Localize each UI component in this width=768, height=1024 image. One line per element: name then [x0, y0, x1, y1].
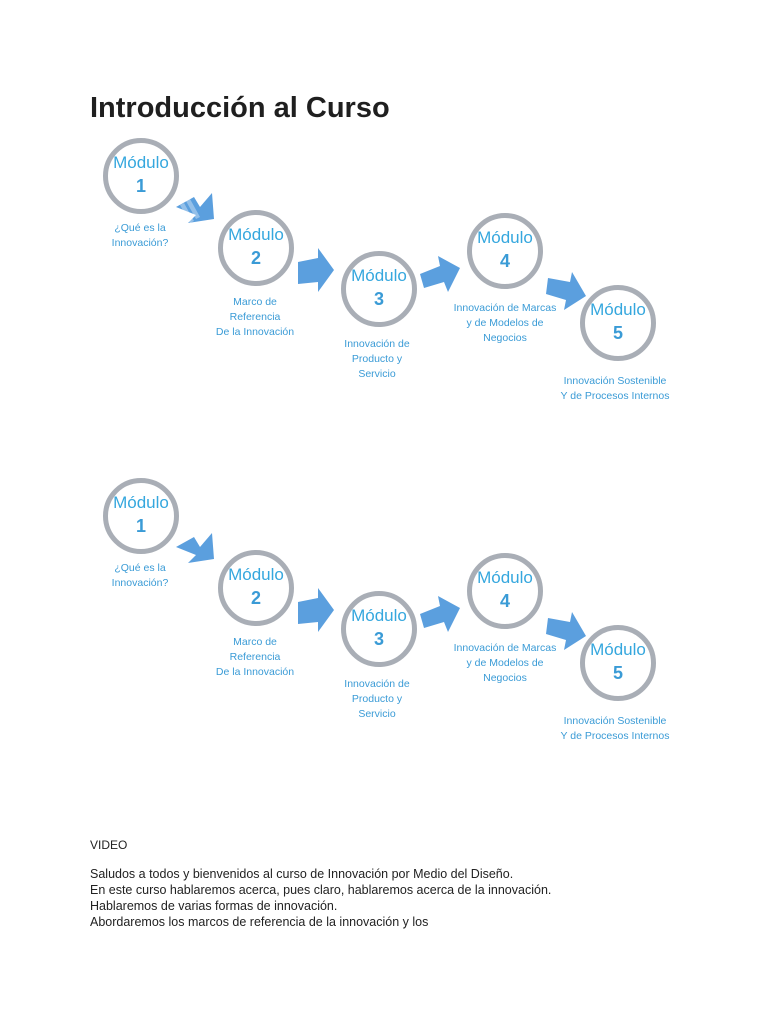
- transcript-text: [90, 866, 690, 930]
- module-number: 4: [499, 251, 510, 271]
- module-word: Módulo: [113, 153, 169, 172]
- module-number: 5: [612, 323, 623, 343]
- module-1-circle: [103, 138, 179, 214]
- module-3-circle: [341, 251, 417, 327]
- module-number: 5: [612, 663, 623, 683]
- module-word: Módulo: [351, 266, 407, 285]
- module-word: Módulo: [590, 640, 646, 659]
- arrow-icon: [298, 248, 334, 292]
- module-3-circle: [341, 591, 417, 667]
- transcript-line: Hablaremos de varias formas de innovación.: [90, 899, 338, 913]
- module-number: 1: [135, 516, 146, 536]
- module-word: Módulo: [590, 300, 646, 319]
- module-2-circle: [218, 550, 294, 626]
- module-flow-diagram: [0, 0, 768, 402]
- module-flow-diagram-repeat: [0, 340, 768, 742]
- module-5-circle: [580, 625, 656, 701]
- module-5-caption: Innovación Sostenible Y de Procesos Internos: [560, 375, 670, 402]
- module-3-caption: Innovación de Producto y Servicio: [344, 678, 410, 720]
- module-word: Módulo: [228, 225, 284, 244]
- transcript-line: En este curso hablaremos acerca, pues claro, hablaremos acerca de la innovación.: [90, 883, 552, 897]
- arrow-icon: [420, 596, 460, 632]
- video-label: VIDEO: [90, 838, 128, 852]
- module-word: Módulo: [228, 565, 284, 584]
- module-4-caption: Innovación de Marcas y de Modelos de Negocios: [453, 302, 557, 344]
- module-3-caption: Innovación de Producto y Servicio: [344, 338, 410, 380]
- module-number: 2: [250, 248, 261, 268]
- transcript-line: Abordaremos los marcos de referencia de la innovación y los: [90, 915, 429, 929]
- module-number: 3: [373, 629, 384, 649]
- module-number: 3: [373, 289, 384, 309]
- page-title: Introducción al Curso: [90, 92, 390, 124]
- module-word: Módulo: [351, 606, 407, 625]
- module-4-caption: Innovación de Marcas y de Modelos de Negocios: [453, 642, 557, 684]
- arrow-icon: [420, 256, 460, 292]
- transcript-line: Saludos a todos y bienvenidos al curso de Innovación por Medio del Diseño.: [90, 867, 514, 881]
- module-1-circle: [103, 478, 179, 554]
- module-1-caption: ¿Qué es la Innovación?: [111, 562, 169, 589]
- module-4-circle: [467, 213, 543, 289]
- module-word: Módulo: [477, 228, 533, 247]
- module-1-caption: ¿Qué es la Innovación?: [111, 222, 169, 249]
- module-number: 2: [250, 588, 261, 608]
- module-5-caption: Innovación Sostenible Y de Procesos Internos: [560, 715, 670, 742]
- module-2-caption: Marco de Referencia De la Innovación: [215, 296, 295, 338]
- module-word: Módulo: [477, 568, 533, 587]
- arrow-icon: [298, 588, 334, 632]
- module-2-caption: Marco de Referencia De la Innovación: [215, 636, 295, 678]
- module-number: 1: [135, 176, 146, 196]
- module-number: 4: [499, 591, 510, 611]
- module-4-circle: [467, 553, 543, 629]
- arrow-icon: [176, 533, 214, 563]
- module-word: Módulo: [113, 493, 169, 512]
- module-2-circle: [218, 210, 294, 286]
